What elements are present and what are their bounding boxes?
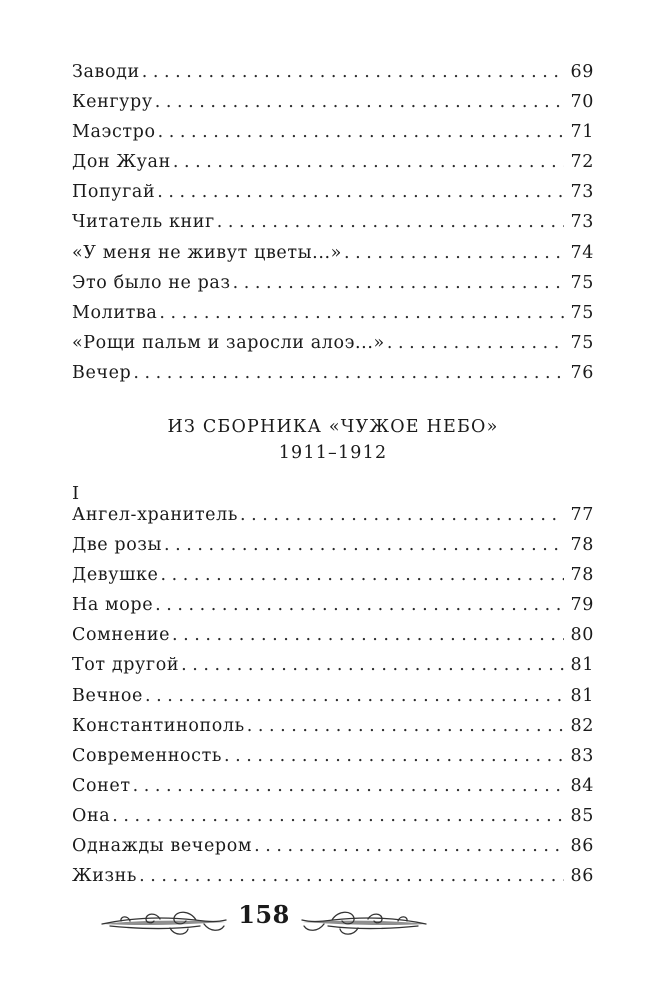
toc-entry-title: Вечер bbox=[72, 362, 132, 383]
dot-leader bbox=[133, 776, 564, 796]
dot-leader bbox=[142, 62, 564, 82]
toc-entry bbox=[72, 655, 594, 685]
toc-entry-title: Современность bbox=[72, 745, 222, 766]
toc-entry bbox=[72, 625, 594, 655]
toc-entry-page: 84 bbox=[570, 775, 594, 796]
toc-entry-page: 69 bbox=[570, 62, 594, 82]
toc-entry-title: На море bbox=[72, 595, 154, 616]
toc-entry-page: 74 bbox=[570, 242, 594, 263]
dot-leader bbox=[145, 686, 564, 706]
page-footer bbox=[100, 898, 428, 948]
toc-entry bbox=[72, 303, 594, 333]
toc-entry bbox=[72, 62, 594, 92]
collection-header bbox=[72, 414, 594, 466]
toc-entry-title: Тот другой bbox=[72, 655, 180, 676]
toc-entry-title: Попугай bbox=[72, 182, 156, 203]
toc-entry bbox=[72, 535, 594, 565]
dot-leader bbox=[387, 333, 564, 353]
dot-leader bbox=[155, 595, 564, 615]
toc-entry-page: 75 bbox=[570, 332, 594, 353]
toc-entry-page: 86 bbox=[570, 866, 594, 887]
toc-entry-title: Сонет bbox=[72, 775, 131, 796]
toc-entry bbox=[72, 243, 594, 273]
toc-entry-page: 82 bbox=[570, 715, 594, 736]
toc-entry bbox=[72, 333, 594, 363]
dot-leader bbox=[159, 303, 564, 323]
dot-leader bbox=[161, 565, 565, 585]
dot-leader bbox=[344, 243, 564, 263]
toc-entry bbox=[72, 182, 594, 212]
toc-entry-title: Однажды вечером bbox=[72, 836, 253, 857]
toc-entry-title: Жизнь bbox=[72, 866, 138, 887]
toc-section-second bbox=[72, 505, 594, 896]
dot-leader bbox=[173, 152, 564, 172]
toc-entry-title: «У меня не живут цветы...» bbox=[72, 242, 342, 263]
toc-entry-page: 83 bbox=[570, 745, 594, 766]
dot-leader bbox=[133, 363, 564, 383]
dot-leader bbox=[157, 182, 564, 202]
toc-entry-page: 75 bbox=[570, 272, 594, 293]
toc-entry-title: Константинополь bbox=[72, 715, 245, 736]
dot-leader bbox=[240, 505, 564, 525]
toc-entry-page: 73 bbox=[570, 212, 594, 233]
toc-entry-page: 78 bbox=[570, 565, 594, 586]
toc-entry-page: 72 bbox=[570, 152, 594, 173]
toc-entry-title: Она bbox=[72, 805, 111, 826]
toc-entry bbox=[72, 836, 594, 866]
dot-leader bbox=[224, 746, 564, 766]
toc-entry-page: 76 bbox=[570, 362, 594, 383]
toc-entry-page: 78 bbox=[570, 535, 594, 556]
toc-entry-page: 81 bbox=[570, 685, 594, 706]
toc-entry bbox=[72, 806, 594, 836]
dot-leader bbox=[164, 535, 564, 555]
dot-leader bbox=[233, 273, 564, 293]
toc-entry-title: Две розы bbox=[72, 535, 163, 556]
toc-entry-title: Читатель книг bbox=[72, 212, 215, 233]
part-label: I bbox=[72, 483, 80, 504]
toc-entry-title: Это было не раз bbox=[72, 272, 231, 293]
toc-entry-title: Молитва bbox=[72, 302, 158, 323]
toc-entry-title: Сомнение bbox=[72, 625, 171, 646]
toc-entry-title: Вечное bbox=[72, 685, 143, 706]
toc-entry-page: 85 bbox=[570, 805, 594, 826]
dot-leader bbox=[217, 212, 564, 232]
collection-title: ИЗ СБОРНИКА «ЧУЖОЕ НЕБО» bbox=[167, 417, 499, 437]
toc-entry-title: Заводи bbox=[72, 62, 140, 82]
dot-leader bbox=[112, 806, 564, 826]
toc-entry bbox=[72, 122, 594, 152]
toc-entry-title: Дон Жуан bbox=[72, 152, 171, 173]
toc-entry bbox=[72, 776, 594, 806]
toc-entry-page: 70 bbox=[570, 92, 594, 113]
toc-entry bbox=[72, 565, 594, 595]
toc-entry-title: Девушке bbox=[72, 565, 159, 586]
toc-entry bbox=[72, 92, 594, 122]
toc-entry bbox=[72, 686, 594, 716]
toc-entry-page: 75 bbox=[570, 302, 594, 323]
toc-entry-title: Кенгуру bbox=[72, 92, 153, 113]
toc-page bbox=[72, 0, 594, 1000]
dot-leader bbox=[155, 92, 564, 112]
toc-entry-title: Маэстро bbox=[72, 122, 156, 143]
toc-entry bbox=[72, 273, 594, 303]
toc-entry bbox=[72, 152, 594, 182]
toc-entry-page: 80 bbox=[570, 625, 594, 646]
toc-entry-page: 77 bbox=[570, 505, 594, 525]
dot-leader bbox=[158, 122, 564, 142]
toc-entry bbox=[72, 505, 594, 535]
dot-leader bbox=[247, 716, 564, 736]
toc-entry-page: 71 bbox=[570, 122, 594, 143]
toc-entry-page: 79 bbox=[570, 595, 594, 616]
dot-leader bbox=[254, 836, 564, 856]
toc-entry-page: 73 bbox=[570, 182, 594, 203]
toc-entry bbox=[72, 746, 594, 776]
toc-entry-title: «Рощи пальм и заросли алоэ...» bbox=[72, 332, 385, 353]
toc-section-first bbox=[72, 62, 594, 393]
toc-entry-page: 86 bbox=[570, 836, 594, 857]
dot-leader bbox=[139, 866, 564, 886]
toc-entry bbox=[72, 866, 594, 896]
toc-entry-title: Ангел-хранитель bbox=[72, 505, 238, 525]
collection-years: 1911–1912 bbox=[278, 443, 388, 463]
toc-entry bbox=[72, 212, 594, 242]
toc-entry bbox=[72, 595, 594, 625]
toc-entry-page: 81 bbox=[570, 655, 594, 676]
toc-entry bbox=[72, 716, 594, 746]
dot-leader bbox=[172, 625, 564, 645]
dot-leader bbox=[181, 655, 564, 675]
toc-entry bbox=[72, 363, 594, 393]
page-number: 158 bbox=[238, 900, 290, 929]
